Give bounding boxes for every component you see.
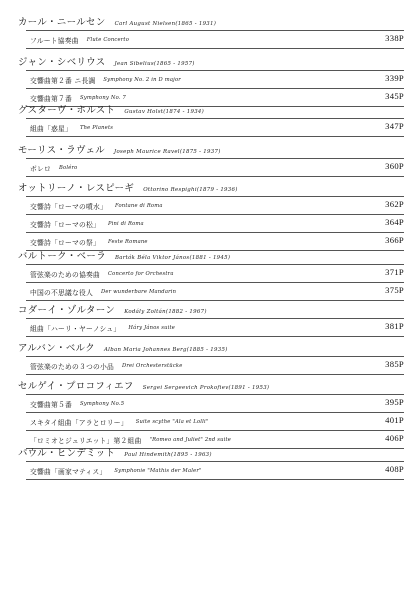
composer-section (18, 302, 404, 337)
work-row[interactable] (26, 30, 404, 49)
composer-name-jp: セルゲイ・プロコフィエフ (18, 381, 134, 392)
page-number: 371P (385, 267, 404, 277)
work-list (26, 461, 404, 480)
composer-section (18, 340, 404, 375)
composer-name-jp: バルトーク・ベーラ (18, 251, 106, 262)
work-title-en: Der wunderbare Mandarin (100, 288, 177, 295)
work-row[interactable] (26, 215, 404, 233)
work-list (26, 394, 404, 449)
page-number: 395P (385, 397, 404, 407)
composer-section (18, 445, 404, 480)
work-title-jp: 組曲「ハーリ・ヤーノシュ」 (30, 324, 121, 333)
work-title-jp: 「ロミオとジュリエット」第２組曲 (30, 436, 142, 445)
work-row[interactable] (26, 394, 404, 413)
composer-name-jp: カール・ニールセン (18, 17, 106, 28)
work-title-jp: 交響詩「ローマの祭」 (30, 238, 100, 247)
composer-heading (18, 445, 404, 459)
work-title-en: Boléro (59, 164, 78, 171)
page-number: 364P (385, 217, 404, 227)
work-title-en: Symphony No. 7 (79, 94, 127, 101)
work-title-en: Concerto for Orchestra (107, 270, 174, 277)
work-row[interactable] (26, 158, 404, 177)
composer-name-en: Alban Maria Johannes Berg(1885 - 1935) (103, 347, 228, 353)
composer-heading (18, 14, 404, 28)
composer-section (18, 142, 404, 177)
work-row[interactable] (26, 461, 404, 480)
work-row[interactable] (26, 318, 404, 337)
page-number: 406P (385, 433, 404, 443)
work-title-jp: 交響曲「画家マティス」 (30, 467, 107, 476)
composer-heading (18, 54, 404, 68)
work-title-en: Symphonie "Mathis der Maler" (114, 467, 202, 474)
composer-name-en: Paul Hindemith(1895 - 1963) (124, 452, 212, 458)
page-number: 381P (385, 321, 404, 331)
work-list (26, 158, 404, 177)
composer-section (18, 378, 404, 449)
work-list (26, 30, 404, 49)
work-title-en: Feste Romane (107, 238, 148, 245)
work-row[interactable] (26, 264, 404, 283)
page-number: 408P (385, 464, 404, 474)
composer-name-jp: オットリーノ・レスピーギ (18, 183, 135, 194)
composer-name-en: Bartók Béla Viktor János(1881 - 1945) (114, 255, 231, 261)
work-title-jp: 中国の不思議な役人 (30, 288, 93, 297)
page-number: 338P (385, 33, 404, 43)
work-title-jp: 交響曲第２番 ニ長調 (30, 76, 96, 85)
composer-heading (18, 340, 404, 354)
composer-heading (18, 378, 404, 392)
work-title-jp: 組曲「惑星」 (30, 124, 72, 133)
work-title-en: Symphony No.5 (79, 400, 125, 407)
work-row[interactable] (26, 70, 404, 89)
composer-heading (18, 180, 404, 194)
work-title-jp: 交響曲第５番 (30, 400, 72, 409)
work-row[interactable] (26, 196, 404, 215)
work-title-jp: 交響曲第７番 (30, 94, 72, 103)
composer-name-en: Gustav Holst(1874 - 1934) (124, 109, 205, 115)
composer-name-jp: ジャン・シベリウス (18, 57, 106, 68)
page-number: 375P (385, 285, 404, 295)
composer-heading (18, 248, 404, 262)
work-title-jp: 管弦楽のための協奏曲 (30, 270, 100, 279)
work-title-en: The Planets (79, 124, 114, 131)
work-title-jp: ボレロ (30, 164, 51, 173)
work-row[interactable] (26, 118, 404, 137)
work-title-jp: 交響詩「ローマの噴水」 (30, 202, 107, 211)
work-title-jp: スキタイ組曲「アラとロリー」 (30, 418, 128, 427)
work-title-en: Suite scythe "Ala et Lolli" (135, 418, 209, 425)
composer-name-en: Sergei Sergeevich Prokofiev(1891 - 1953) (142, 385, 270, 391)
page-number: 345P (385, 91, 404, 101)
work-title-jp: フルート協奏曲 (30, 36, 79, 45)
page-number: 366P (385, 235, 404, 245)
composer-name-jp: グスターヴ・ホルスト (18, 105, 116, 116)
work-list (26, 264, 404, 301)
composer-name-jp: パウル・ヒンデミット (18, 448, 116, 459)
composer-name-en: Carl August Nielsen(1865 - 1931) (114, 21, 217, 27)
work-title-en: "Romeo and Juliet" 2nd suite (149, 436, 232, 443)
composer-name-en: Ottorino Respighi(1879 - 1936) (143, 187, 238, 193)
work-title-en: Flute Concerto (86, 36, 130, 43)
composer-name-jp: モーリス・ラヴェル (18, 145, 106, 156)
page-number: 339P (385, 73, 404, 83)
composer-heading (18, 142, 404, 156)
page-number: 362P (385, 199, 404, 209)
composer-heading (18, 302, 404, 316)
composer-name-en: Joseph Maurice Ravel(1875 - 1937) (114, 149, 221, 155)
work-list (26, 118, 404, 137)
work-row[interactable] (26, 413, 404, 431)
composer-name-jp: コダーイ・ゾルターン (18, 305, 116, 316)
work-title-en: Drei Orchesterstücke (121, 362, 183, 369)
page-number: 360P (385, 161, 404, 171)
work-list (26, 356, 404, 375)
composer-heading (18, 102, 404, 116)
page-number: 347P (385, 121, 404, 131)
work-title-en: Pini di Roma (107, 220, 144, 227)
composer-section (18, 180, 404, 251)
composer-section (18, 14, 404, 49)
composer-name-en: Kodály Zoltán(1882 - 1967) (124, 309, 207, 315)
work-row[interactable] (26, 356, 404, 375)
work-title-en: Háry János suite (128, 324, 176, 331)
composer-name-jp: アルバン・ベルク (18, 343, 95, 354)
work-title-en: Fontane di Roma (114, 202, 163, 209)
work-row[interactable] (26, 283, 404, 301)
work-title-jp: 交響詩「ローマの松」 (30, 220, 100, 229)
work-list (26, 318, 404, 337)
work-list (26, 196, 404, 251)
composer-section (18, 54, 404, 107)
work-title-jp: 管弦楽のための３つの小品 (30, 362, 114, 371)
composer-section (18, 248, 404, 301)
page-number: 401P (385, 415, 404, 425)
composer-section (18, 102, 404, 137)
composer-name-en: Jean Sibelius(1865 - 1957) (114, 61, 195, 67)
work-title-en: Symphony No. 2 in D major (103, 76, 181, 83)
page-number: 385P (385, 359, 404, 369)
